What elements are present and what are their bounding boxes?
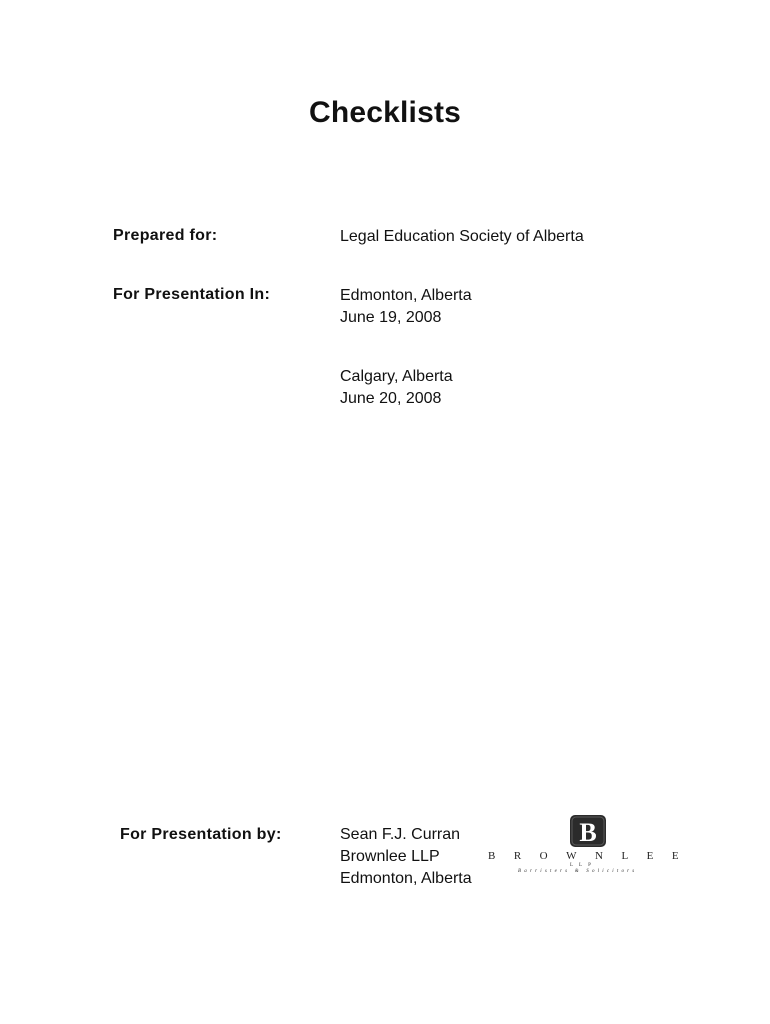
presentation-location-2	[340, 366, 453, 410]
prepared-for-label: Prepared for:	[113, 227, 218, 244]
presentation-location-1	[340, 285, 472, 329]
location-date: June 19, 2008	[340, 309, 442, 326]
logo-wordmark: BROWNLEE	[488, 850, 698, 862]
location-city: Edmonton, Alberta	[340, 287, 472, 304]
location-date: June 20, 2008	[340, 390, 442, 407]
brownlee-b-mark-icon	[569, 814, 607, 848]
logo-initial: B	[579, 818, 597, 847]
presentation-in-label: For Presentation In:	[113, 286, 271, 303]
brownlee-logo	[488, 812, 698, 882]
location-city: Calgary, Alberta	[340, 368, 453, 385]
document-title: Checklists	[308, 96, 462, 129]
presenter-name: Sean F.J. Curran	[340, 826, 461, 843]
presentation-by-label: For Presentation by:	[120, 826, 282, 843]
prepared-for-organization: Legal Education Society of Alberta	[340, 228, 584, 245]
presenter-firm: Brownlee LLP	[340, 848, 440, 865]
presenter-block	[340, 824, 472, 890]
logo-llp: LLP	[570, 863, 597, 868]
presenter-city: Edmonton, Alberta	[340, 870, 472, 887]
logo-tagline: Barristers & Solicitors	[518, 869, 638, 874]
prepared-for-value	[340, 226, 584, 248]
